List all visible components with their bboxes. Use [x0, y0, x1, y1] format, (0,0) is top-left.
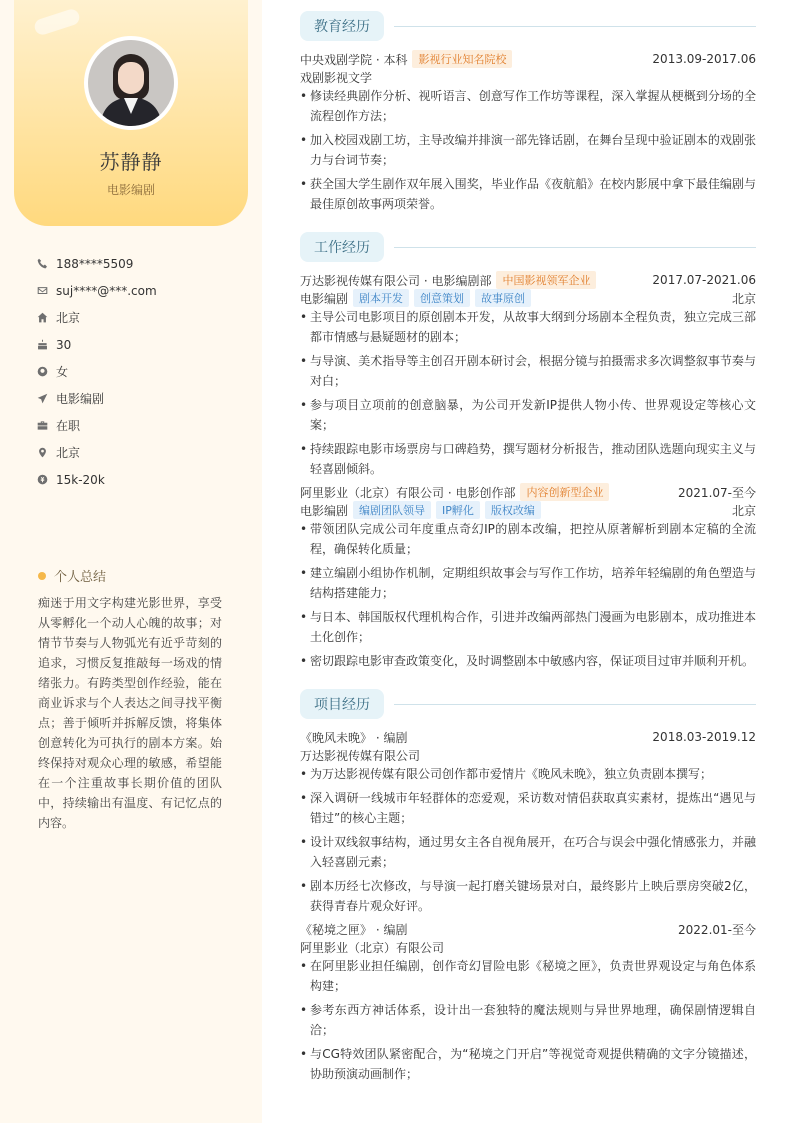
education-bullets: [300, 86, 756, 218]
company-tag: 中国影视领军企业: [496, 271, 596, 289]
contact-list: [36, 250, 157, 493]
list-item: • 修读经典剧作分析、视听语言、创意写作工作坊等课程，深入掌握从梗概到分场的全流程创作方法；: [300, 86, 756, 126]
section-title: 项目经历: [300, 689, 384, 719]
job-position-row: [300, 289, 756, 307]
contact-salary: [36, 466, 157, 493]
phone-icon: [36, 258, 48, 270]
job-period: 2021.07-至今: [678, 485, 756, 500]
list-item: • 带领团队完成公司年度重点奇幻IP的剧本改编，把控从原著解析到剧本定稿的全流程，确保转化质量；: [300, 519, 756, 559]
school-tag: 影视行业知名院校: [412, 50, 512, 68]
section-work-header: [300, 232, 756, 262]
location-pin-icon: [36, 447, 48, 459]
contact-text: 女: [56, 365, 69, 379]
send-icon: [36, 393, 48, 405]
job-bullets: [300, 519, 756, 675]
project-bullets: [300, 764, 756, 920]
skill-tag: 故事原创: [475, 289, 531, 307]
job-city: 北京: [731, 291, 756, 306]
contact-residence: [36, 304, 157, 331]
summary-heading: [38, 566, 106, 585]
education-major-row: [300, 68, 756, 86]
list-item: • 主导公司电影项目的原创剧本开发，从故事大纲到分场剧本全程负责，独立完成三部都市情感与悬疑题材的剧本；: [300, 307, 756, 347]
list-item: • 与CG特效团队紧密配合，为“秘境之门开启”等视觉奇观提供精确的文字分镜描述，协助预演动画制作；: [300, 1044, 756, 1084]
list-item: • 参与项目立项前的创意脑暴，为公司开发新IP提供人物小传、世界观设定等核心文案；: [300, 395, 756, 435]
contact-target-role: [36, 385, 157, 412]
section-divider: [394, 26, 756, 27]
job-header-row: [300, 483, 756, 501]
briefcase-icon: [36, 420, 48, 432]
major: 戏剧影视文学: [300, 70, 373, 85]
contact-text: 北京: [56, 446, 81, 460]
project-org-row: [300, 746, 756, 764]
project-bullets: [300, 956, 756, 1088]
salary-icon: [36, 474, 48, 486]
job-period: 2017.07-2021.06: [652, 273, 756, 287]
list-item: • 在阿里影业担任编剧，创作奇幻冒险电影《秘境之匣》，负责世界观设定与角色体系构建；: [300, 956, 756, 996]
list-item: • 密切跟踪电影审查政策变化，及时调整剧本中敏感内容，保证项目过审并顺利开机。: [300, 651, 756, 671]
contact-text: suj****@***.com: [56, 283, 157, 298]
contact-text: 北京: [56, 311, 81, 325]
summary-text: 痴迷于用文字构建光影世界，享受从零孵化一个动人心魄的故事；对情节节奏与人物弧光有近乎苛刻的追求，习惯反复推敲每一场戏的情绪张力。有跨类型创作经验，能在商业诉求与个人表达之间寻找平衡点；善于倾听并拆解反馈，将集体创意转化为可执行的剧本方案。始终保持对观众心理的敏感，希望能在一个注重故事长期价值的团队中，持续输出有温度、有记忆点的内容。: [38, 596, 222, 830]
project-name: 《秘境之匣》 · 编剧: [300, 922, 408, 937]
section-title: 工作经历: [300, 232, 384, 262]
skill-tag: 剧本开发: [353, 289, 409, 307]
contact-text: 在职: [56, 419, 81, 433]
skill-tag: 版权改编: [485, 501, 541, 519]
profile-role: 电影编剧: [106, 183, 155, 197]
list-item: • 为万达影视传媒有限公司创作都市爱情片《晚风未晚》，独立负责剧本撰写；: [300, 764, 756, 784]
list-item: • 获全国大学生剧作双年展入围奖，毕业作品《夜航船》在校内影展中拿下最佳编剧与最佳原创故事两项荣誉。: [300, 174, 756, 214]
company-name: 阿里影业（北京）有限公司 · 电影创作部: [300, 485, 516, 500]
job-bullets: [300, 307, 756, 483]
list-item: • 剧本历经七次修改，与导演一起打磨关键场景对白，最终影片上映后票房突破2亿，获得青春片观众好评。: [300, 876, 756, 916]
contact-text: 30: [56, 337, 72, 352]
job-position: 电影编剧: [300, 291, 349, 306]
skill-tag: 创意策划: [414, 289, 470, 307]
contact-status: [36, 412, 157, 439]
list-item: • 参考东西方神话体系，设计出一套独特的魔法规则与异世界地理，确保剧情逻辑自洽；: [300, 1000, 756, 1040]
job-header-row: [300, 271, 756, 289]
contact-text: 电影编剧: [56, 392, 105, 406]
skill-tag: 编剧团队领导: [353, 501, 431, 519]
contact-email: [36, 277, 157, 304]
gender-icon: [36, 366, 48, 378]
job-position: 电影编剧: [300, 503, 349, 518]
list-item: • 设计双线叙事结构，通过男女主各自视角展开，在巧合与误会中强化情感张力，并融入轻喜剧元素；: [300, 832, 756, 872]
company-tag: 内容创新型企业: [520, 483, 609, 501]
project-period: 2022.01-至今: [678, 922, 756, 937]
profile-name: 苏静静: [99, 150, 163, 174]
cake-icon: [36, 339, 48, 351]
project-header-row: [300, 920, 756, 938]
home-icon: [36, 312, 48, 324]
section-divider: [394, 704, 756, 705]
list-item: • 与日本、韩国版权代理机构合作，引进并改编两部热门漫画为电影剧本，成功推进本土化创作；: [300, 607, 756, 647]
avatar-photo: [88, 40, 174, 126]
list-item: • 建立编剧小组协作机制，定期组织故事会与写作工作坊，培养年轻编剧的角色塑造与结构搭建能力；: [300, 563, 756, 603]
skill-tag: IP孵化: [436, 501, 480, 519]
sidebar: [0, 0, 262, 1123]
project-org: 万达影视传媒有限公司: [300, 748, 421, 763]
project-name: 《晚风未晚》 · 编剧: [300, 730, 408, 745]
mail-icon: [36, 285, 48, 297]
list-item: • 持续跟踪电影市场票房与口碑趋势，撰写题材分析报告，推动团队选题向现实主义与轻喜剧倾斜。: [300, 439, 756, 479]
project-period: 2018.03-2019.12: [652, 730, 756, 744]
bullet-dot-icon: [38, 572, 46, 580]
contact-phone: [36, 250, 157, 277]
contact-city: [36, 439, 157, 466]
project-header-row: [300, 728, 756, 746]
project-org-row: [300, 938, 756, 956]
profile-card: [14, 0, 248, 226]
list-item: • 深入调研一线城市年轻群体的恋爱观，采访数对情侣获取真实素材，提炼出“遇见与错过”的核心主题；: [300, 788, 756, 828]
education-period: 2013.09-2017.06: [652, 52, 756, 66]
company-name: 万达影视传媒有限公司 · 电影编剧部: [300, 273, 492, 288]
education-header-row: [300, 50, 756, 68]
section-education-header: [300, 11, 756, 41]
list-item: • 与导演、美术指导等主创召开剧本研讨会，根据分镜与拍摄需求多次调整叙事节奏与对白；: [300, 351, 756, 391]
decorative-pill: [33, 7, 82, 36]
project-org: 阿里影业（北京）有限公司: [300, 940, 445, 955]
summary-title: 个人总结: [54, 570, 107, 585]
school-name: 中央戏剧学院 · 本科: [300, 52, 408, 67]
contact-text: 15k-20k: [56, 472, 105, 487]
avatar: [84, 36, 178, 130]
contact-text: 188****5509: [56, 256, 134, 271]
job-position-row: [300, 501, 756, 519]
list-item: • 加入校园戏剧工坊，主导改编并排演一部先锋话剧，在舞台呈现中验证剧本的戏剧张力与台词节奏；: [300, 130, 756, 170]
contact-age: [36, 331, 157, 358]
section-divider: [394, 247, 756, 248]
section-title: 教育经历: [300, 11, 384, 41]
contact-gender: [36, 358, 157, 385]
section-projects-header: [300, 689, 756, 719]
job-city: 北京: [731, 503, 756, 518]
